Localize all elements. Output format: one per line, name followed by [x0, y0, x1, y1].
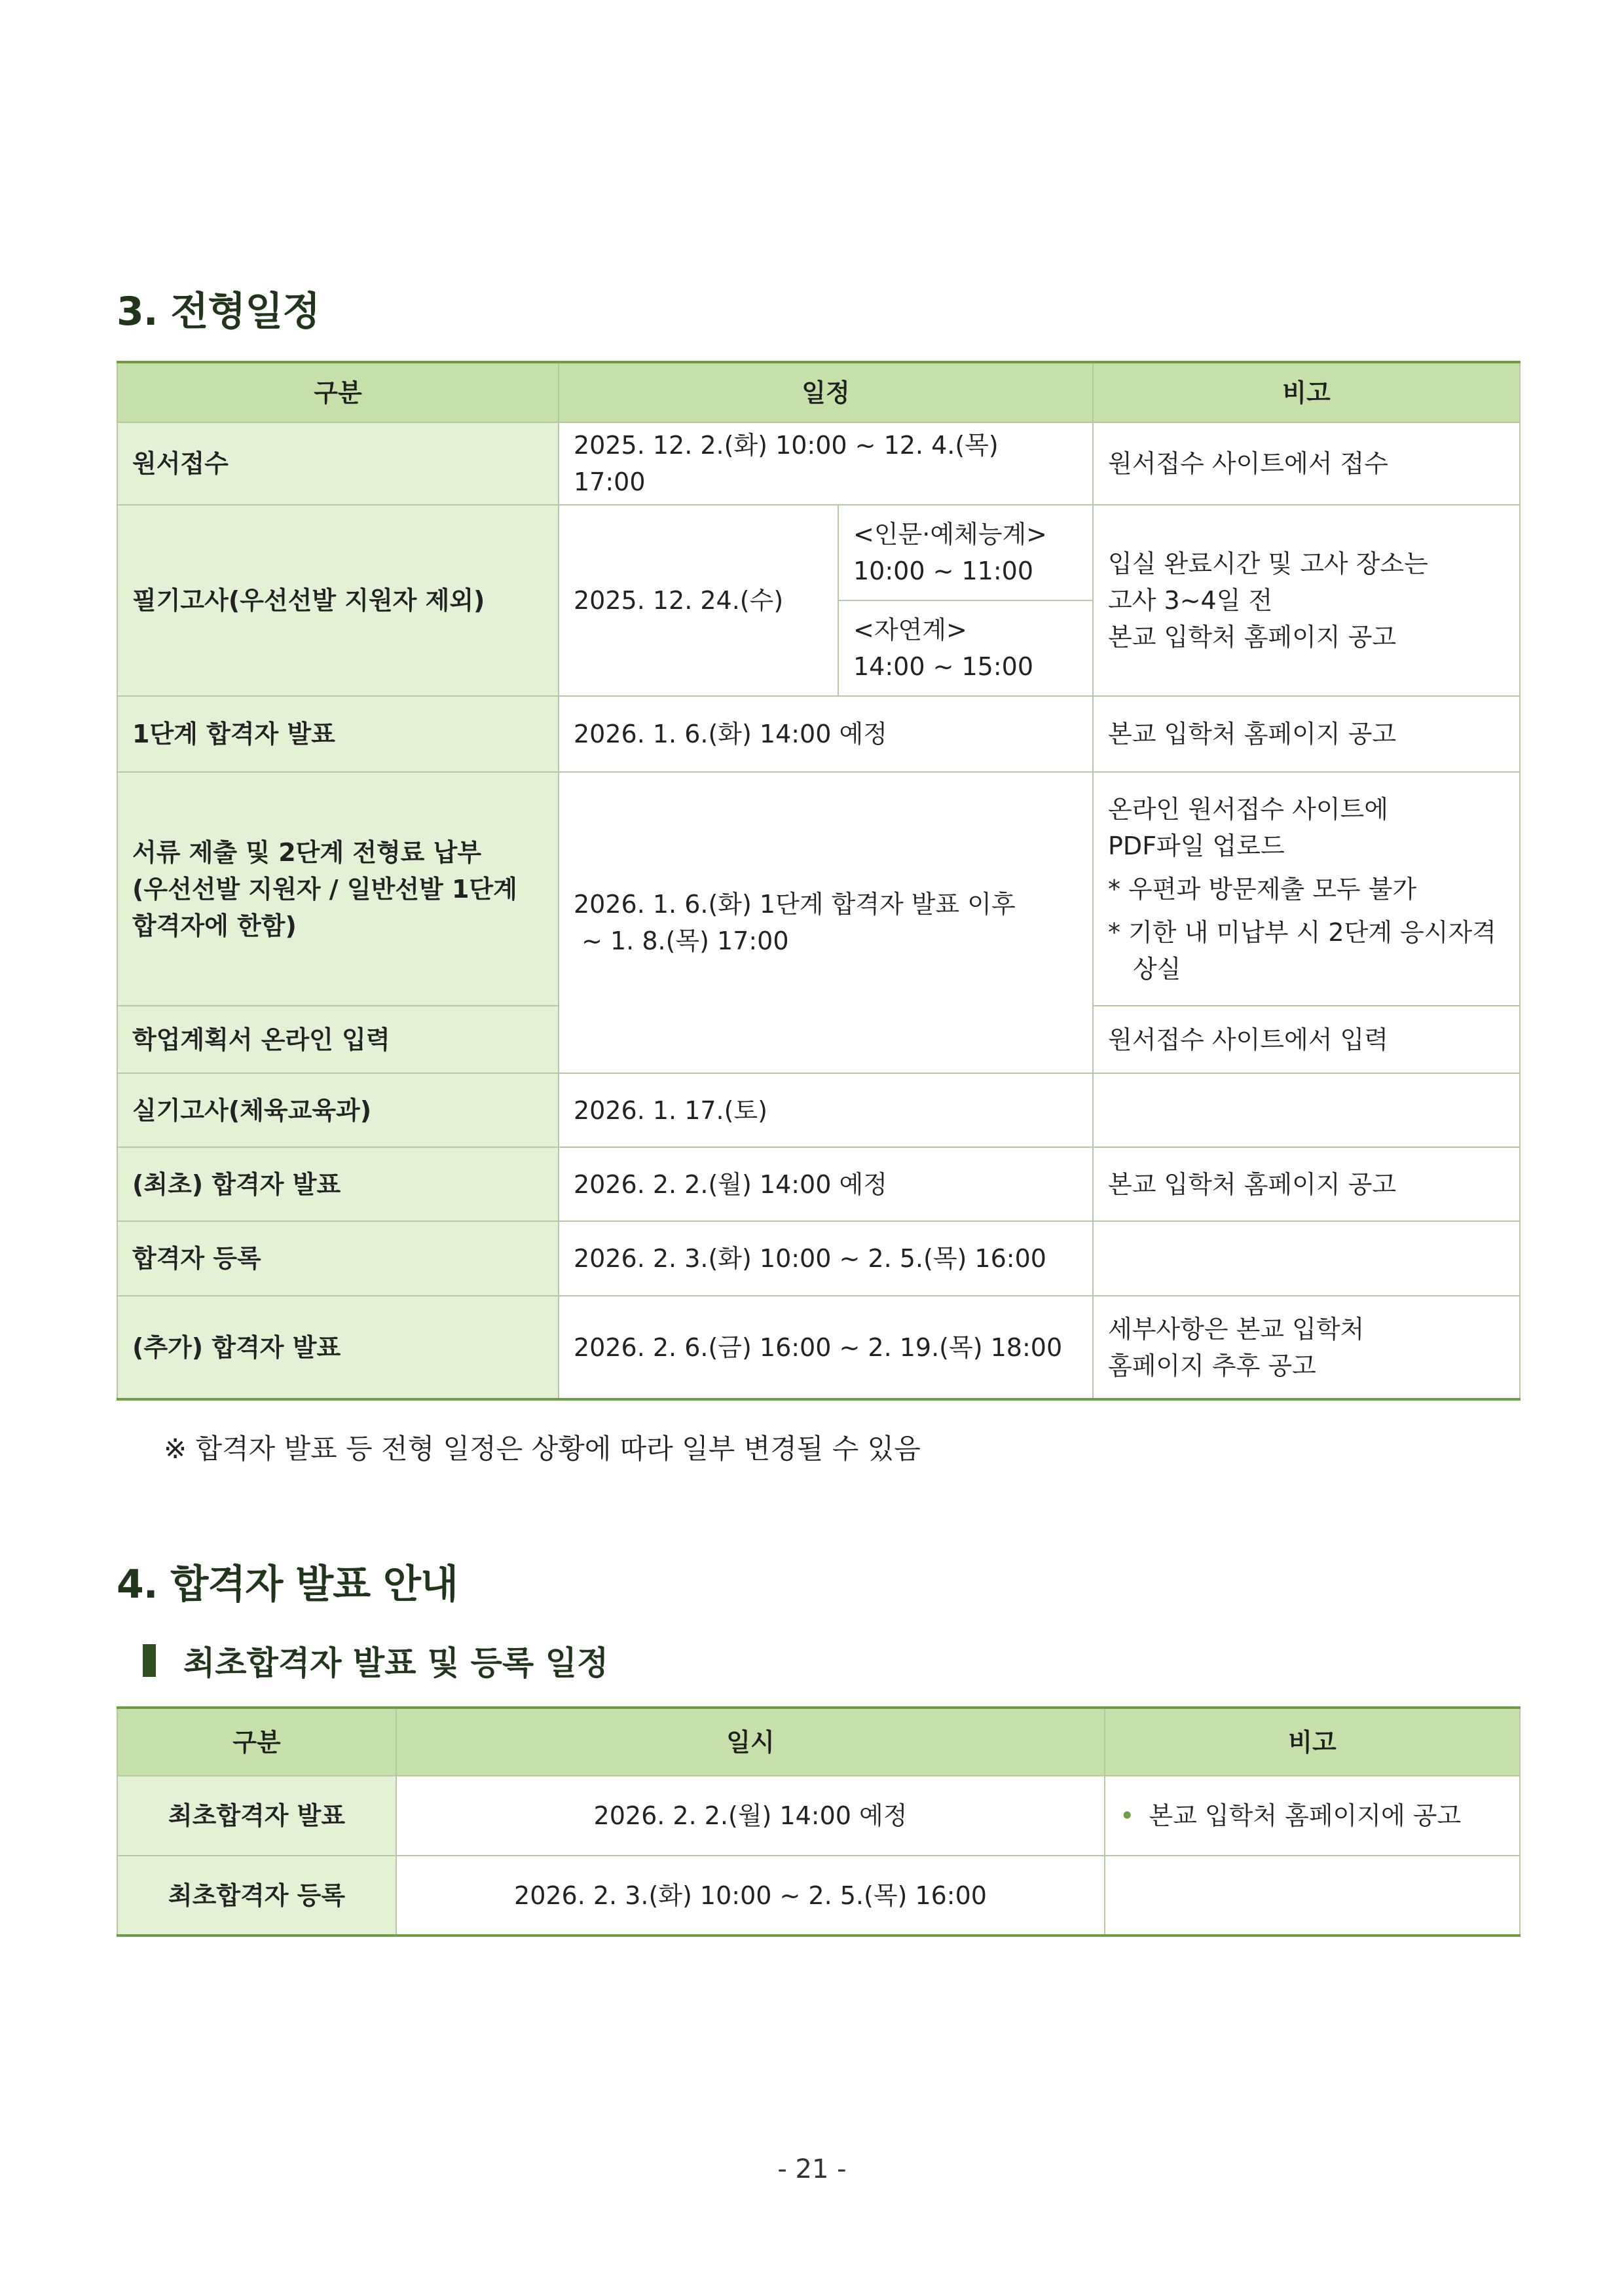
section-title-schedule: 3. 전형일정	[117, 289, 320, 335]
science-session: <자연계> 14:00 ~ 15:00	[838, 600, 1093, 696]
table-row	[117, 1221, 1520, 1296]
row-schedule: 2026. 2. 2.(월) 14:00 예정	[559, 1147, 1093, 1221]
table-row	[117, 422, 1520, 505]
final-announcement-table	[117, 1706, 1521, 1937]
row-note	[1093, 1073, 1520, 1147]
humanities-session: <인문·예체능계> 10:00 ~ 11:00	[838, 505, 1093, 600]
subsection-title: 최초합격자 발표 및 등록 일정	[143, 1637, 608, 1684]
row-note: 본교 입학처 홈페이지 공고	[1093, 1147, 1520, 1221]
row-note	[1093, 1221, 1520, 1296]
row-category: 서류 제출 및 2단계 전형료 납부 (우선선발 지원자 / 일반선발 1단계 합격자에 한함)	[117, 772, 559, 1006]
row-schedule: 2026. 1. 6.(화) 1단계 합격자 발표 이후 ~ 1. 8.(목) 17:00	[559, 772, 1093, 1073]
schedule-table	[117, 361, 1521, 1401]
row-note: 입실 완료시간 및 고사 장소는 고사 3~4일 전 본교 입학처 홈페이지 공고	[1093, 505, 1520, 696]
row-note: 원서접수 사이트에서 접수	[1093, 422, 1520, 505]
row-datetime: 2026. 2. 3.(화) 10:00 ~ 2. 5.(목) 16:00	[396, 1856, 1105, 1936]
header-category: 구분	[117, 362, 559, 422]
table-row	[117, 1856, 1520, 1936]
row-category: 합격자 등록	[117, 1221, 559, 1296]
header-datetime: 일시	[396, 1708, 1105, 1776]
table-header-row	[117, 1708, 1520, 1776]
row-datetime: 2026. 2. 2.(월) 14:00 예정	[396, 1776, 1105, 1856]
row-schedule: 2026. 1. 6.(화) 14:00 예정	[559, 696, 1093, 772]
row-category: 실기고사(체육교육과)	[117, 1073, 559, 1147]
table-row	[117, 505, 1520, 600]
row-category: (추가) 합격자 발표	[117, 1296, 559, 1399]
row-category: 1단계 합격자 발표	[117, 696, 559, 772]
header-note: 비고	[1105, 1708, 1520, 1776]
row-category: 원서접수	[117, 422, 559, 505]
table-row	[117, 1776, 1520, 1856]
table-row	[117, 1296, 1520, 1399]
row-category: 필기고사(우선선발 지원자 제외)	[117, 505, 559, 696]
row-category: 최초합격자 발표	[117, 1776, 396, 1856]
row-category: (최초) 합격자 발표	[117, 1147, 559, 1221]
row-category: 학업계획서 온라인 입력	[117, 1006, 559, 1073]
table-row	[117, 1147, 1520, 1221]
row-note	[1105, 1856, 1520, 1936]
row-note: 원서접수 사이트에서 입력	[1093, 1006, 1520, 1073]
row-schedule: 2026. 2. 6.(금) 16:00 ~ 2. 19.(목) 18:00	[559, 1296, 1093, 1399]
row-category: 최초합격자 등록	[117, 1856, 396, 1936]
bullet-icon: •	[1120, 1801, 1135, 1830]
page-number: - 21 -	[777, 2154, 847, 2184]
row-note: 본교 입학처 홈페이지 공고	[1093, 696, 1520, 772]
schedule-footnote: ※ 합격자 발표 등 전형 일정은 상황에 따라 일부 변경될 수 있음	[164, 1433, 921, 1465]
row-schedule: 2026. 1. 17.(토)	[559, 1073, 1093, 1147]
table-row	[117, 696, 1520, 772]
header-category: 구분	[117, 1708, 396, 1776]
written-exam-date: 2025. 12. 24.(수)	[559, 505, 838, 696]
row-note: 세부사항은 본교 입학처 홈페이지 추후 공고	[1093, 1296, 1520, 1399]
row-schedule: 2026. 2. 3.(화) 10:00 ~ 2. 5.(목) 16:00	[559, 1221, 1093, 1296]
row-note: • 본교 입학처 홈페이지에 공고	[1105, 1776, 1520, 1856]
section-title-announcement: 4. 합격자 발표 안내	[117, 1562, 458, 1607]
header-schedule: 일정	[559, 362, 1093, 422]
table-header-row	[117, 362, 1520, 422]
table-row	[117, 772, 1520, 1006]
header-note: 비고	[1093, 362, 1520, 422]
subsection-bar-icon	[143, 1644, 156, 1677]
row-note: 온라인 원서접수 사이트에 PDF파일 업로드 * 우편과 방문제출 모두 불가 * 기한 내 미납부 시 2단계 응시자격 상실	[1093, 772, 1520, 1006]
row-schedule: 2025. 12. 2.(화) 10:00 ~ 12. 4.(목) 17:00	[559, 422, 1093, 505]
table-row	[117, 1073, 1520, 1147]
